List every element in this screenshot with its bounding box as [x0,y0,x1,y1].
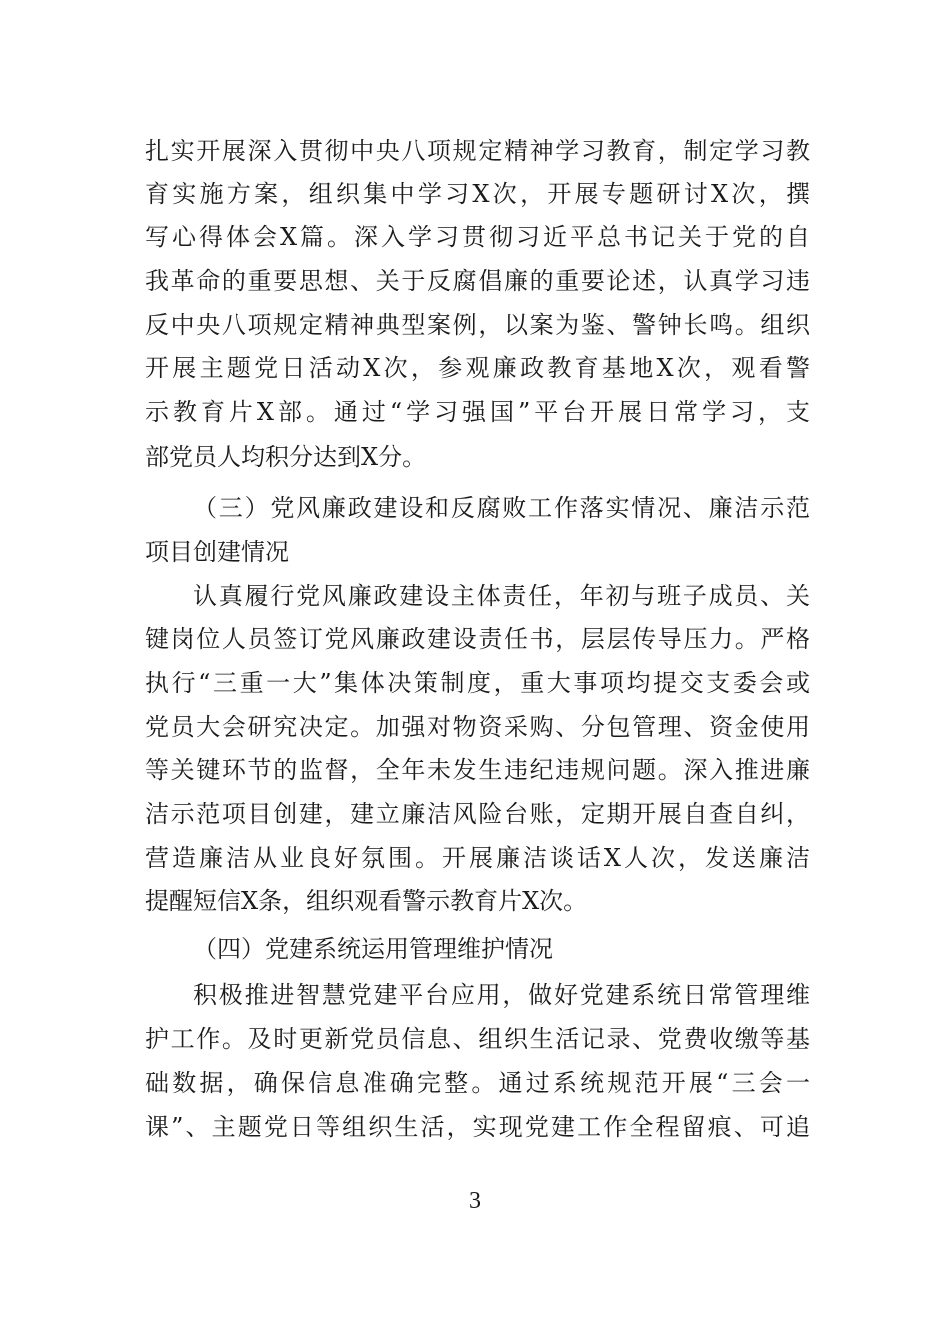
body-text-line: 写心得体会X篇。深入学习贯彻习近平总书记关于党的自 [145,223,810,251]
body-text-line: 键岗位人员签订党风廉政建设责任书，层层传导压力。严格 [145,625,810,653]
body-text-line: 营造廉洁从业良好氛围。开展廉洁谈话X人次，发送廉洁 [145,844,810,872]
body-text-line: 提醒短信X条，组织观看警示教育片X次。 [145,887,588,915]
section-heading-4: （四）党建系统运用管理维护情况 [193,935,553,963]
body-text-line: 党员大会研究决定。加强对物资采购、分包管理、资金使用 [145,713,810,741]
section-heading-3: （三）党风廉政建设和反腐败工作落实情况、廉洁示范 [193,494,810,522]
body-text-line: 课”、主题党日等组织生活，实现党建工作全程留痕、可追 [145,1113,810,1141]
body-text-line: 育实施方案，组织集中学习X次，开展专题研讨X次，撰 [145,180,810,208]
body-text-line: 护工作。及时更新党员信息、组织生活记录、党费收缴等基 [145,1025,810,1053]
body-text-line: 洁示范项目创建，建立廉洁风险台账，定期开展自查自纠， [145,800,810,828]
page-number: 3 [469,1188,481,1214]
body-text-line: 反中央八项规定精神典型案例，以案为鉴、警钟长鸣。组织 [145,311,810,339]
body-text-line: 执行“三重一大”集体决策制度，重大事项均提交支委会或 [145,669,810,697]
body-text-line: 我革命的重要思想、关于反腐倡廉的重要论述，认真学习违 [145,267,810,295]
body-text-line: 认真履行党风廉政建设主体责任，年初与班子成员、关 [193,582,810,610]
body-text-line: 积极推进智慧党建平台应用，做好党建系统日常管理维 [193,981,810,1009]
body-text-line: 开展主题党日活动X次，参观廉政教育基地X次，观看警 [145,354,810,382]
body-text-line: 础数据，确保信息准确完整。通过系统规范开展“三会一 [145,1069,810,1097]
section-heading-3-continued: 项目创建情况 [145,538,289,566]
body-text-line: 等关键环节的监督，全年未发生违纪违规问题。深入推进廉 [145,756,810,784]
body-text-line: 扎实开展深入贯彻中央八项规定精神学习教育，制定学习教 [145,137,810,165]
body-text-line: 部党员人均积分达到X分。 [145,443,427,471]
body-text-line: 示教育片X部。通过“学习强国”平台开展日常学习，支 [145,398,810,426]
